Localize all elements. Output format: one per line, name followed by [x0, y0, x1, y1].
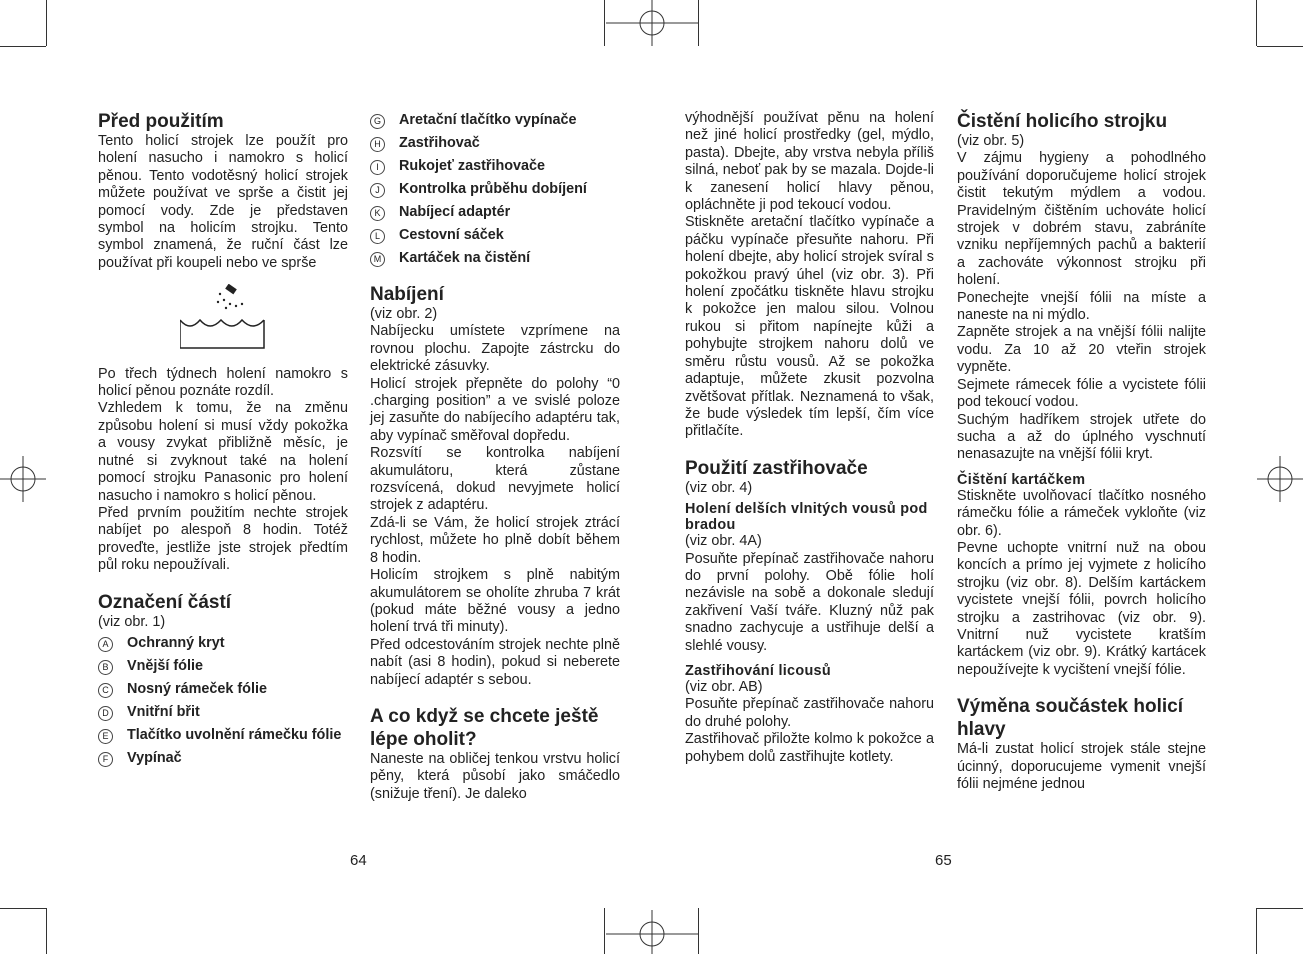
crop-mark: [46, 0, 47, 46]
paragraph: Rozsvítí se kontrolka nabíjení akumulátoru, která zůstane rozsvícená, dokud nevyjmete holicí strojek z adaptéru.: [370, 445, 620, 514]
figure-reference: (viz obr. 1): [98, 613, 166, 630]
heading-parts: Označení částí: [98, 591, 232, 613]
list-item: L Cestovní sáček: [370, 227, 620, 244]
list-item: B Vnější fólie: [98, 658, 348, 675]
crop-mark: [46, 908, 47, 954]
circled-letter-icon: L: [370, 229, 385, 244]
heading-replace-parts: Výměna součástek holicí hlavy: [957, 696, 1183, 741]
paragraph: Pevne uchopte vnitrní nuž na obou koncích a prímo jej vyjmete z holicího strojku (viz obr. 8). Delším kartáckem vycistete vnejší fólii, povrch holicího strojku a zastrihovac (viz obr. 9). Vnitrní nuž vycistete kratším kartáckem (viz obr. 9). Krátký kartácek nepoužívejte k vycištení vnejší fólie.: [957, 539, 1206, 678]
list-item: G Aretační tlačítko vypínače: [370, 112, 620, 129]
paragraph: Má-li zustat holicí strojek stále stejne úcinný, doporucujeme vymenit vnejší fólii nejméne jednou: [957, 741, 1206, 792]
paragraph: Zapněte strojek a na vnější fólii nalijte vodu. Za 10 až 20 vteřin strojek vypněte.: [957, 324, 1206, 376]
paragraph: V zájmu hygieny a pohodlného používání doporučujeme holicí strojek čistit tekutým mýdlem a vodou. Pravidelným čištěním uchováte holicí strojek v dobrém stavu, zabráníte vzniku nepříjemných pachů a bakterií a zachováte výkonnost strojku při holení.: [957, 150, 1206, 289]
paragraph: Vzhledem k tomu, že na změnu způsobu holení si musí vždy pokožka a vousy zvykat přibližně měsíc, je nutné si zvyknout také na holení pomocí strojku Panasonic pro holení nasucho i namokro s holicí pěnou.: [98, 400, 348, 504]
paragraph: Stiskněte aretační tlačítko vypínače a páčku vypínače přesuňte nahoru. Při holení dbejte, aby holicí strojek svíral s pokožkou pravý úhel (viz obr. 3). Při holení zpočátku tiskněte hlavu strojku k pokožce jen malou silou. Volnou rukou si přitom napínejte kůži a pohybujte strojkem nahoru dolů ve směru růstu vousů. Až se pokožka adaptuje, můžete zkusit pozvolna zvětšovat přítlak. Neznamená to však, že bude výsledek tím lepší, čím více přitlačíte.: [685, 214, 934, 440]
crop-mark: [698, 908, 699, 954]
list-item: I Rukojeť zastřihovače: [370, 158, 620, 175]
paragraph: Ponechejte vnejší fólii na míste a naneste na ni mýdlo.: [957, 289, 1206, 324]
page-number-right: 65: [935, 852, 952, 869]
crop-mark: [0, 908, 46, 909]
crop-mark: [604, 0, 605, 46]
circled-letter-icon: F: [98, 752, 113, 767]
paragraph: Zdá-li se Vám, že holicí strojek ztrácí rychlost, můžete ho plně dobít během 8 hodin.: [370, 514, 620, 566]
list-item: C Nosný rámeček fólie: [98, 681, 348, 698]
paragraph: Posuňte přepínač zastřihovače nahoru do druhé polohy.: [685, 696, 934, 730]
circled-letter-icon: J: [370, 183, 385, 198]
paragraph: Tento holicí strojek lze použít pro holení nasucho i namokro s holicí pěnou. Tento vodotěsný holicí strojek můžete používat ve sprše a čistit jej pomocí vody. Zde je představen symbol na holicím strojku. Tento symbol znamená, že ruční část lze používat při koupeli nebo ve sprše: [98, 133, 348, 271]
paragraph: Naneste na obličej tenkou vrstvu holicí pěny, která působí jako smáčedlo (snižuje tření). Je daleko: [370, 750, 620, 802]
heading-cleaning: Čistění holicího strojku: [957, 111, 1168, 132]
circled-letter-icon: E: [98, 729, 113, 744]
parts-list-continued: [370, 112, 620, 267]
paragraph: Sejmete rámecek fólie a vycistete fólii pod tekoucí vodou.: [957, 376, 1206, 411]
crop-mark: [698, 0, 699, 46]
heading-better-shave: A co když se chcete ještě lépe oholit?: [370, 705, 599, 750]
paragraph: Nabíjecku umístete vzprímene na rovnou plochu. Zapojte zástrcku do elektrické zásuvky.: [370, 323, 620, 375]
paragraph: Před odcestováním strojek nechte plně nabít (asi 8 hodin), pokud si neberete nabíjecí adaptér s sebou.: [370, 636, 620, 688]
paragraph: Holicí strojek přepněte do polohy “0 .charging position” a ve svislé poloze jej zasuňte do nabíjecího adaptéru tak, aby vypínač směřoval dopředu.: [370, 375, 620, 444]
list-item: J Kontrolka průběhu dobíjení: [370, 181, 620, 198]
heading-trimmer: Použití zastřihovače: [685, 457, 868, 479]
registration-mark-left: [0, 456, 46, 502]
heading-before-use: Před použitím: [98, 111, 224, 132]
figure-reference: (viz obr. 5): [957, 133, 1025, 149]
paragraph: Zastřihovač přiložte kolmo k pokožce a pohybem dolů zastřihujte kotlety.: [685, 731, 934, 765]
column-3: [685, 110, 934, 766]
list-item: M Kartáček na čistění: [370, 250, 620, 267]
list-item: A Ochranný kryt: [98, 635, 348, 652]
paragraph: výhodnější používat pěnu na holení než jiné holicí prostředky (gel, mýdlo, pasta). Dbejte, aby vrstva nebyla příliš silná, neboť pak by se mazala. Dojde-li k zanesení holicí hlavy pěnou, opláchněte ji pod tekoucí vodou.: [685, 110, 934, 214]
crop-mark: [1257, 908, 1303, 909]
circled-letter-icon: B: [98, 660, 113, 675]
list-item: D Vnitřní břit: [98, 704, 348, 721]
circled-letter-icon: A: [98, 637, 113, 652]
paragraph: Před prvním použitím nechte strojek nabíjet po alespoň 8 hodin. Totéž proveďte, jestliže jste strojek předtím půl roku nepoužívali.: [98, 504, 348, 574]
subheading-brush-cleaning: Čištění kartáčkem: [957, 471, 1086, 488]
paragraph: Holicím strojkem s plně nabitým akumulátorem se oholíte zhruba 7 krát (pokud máte běžné vousy a jedno holení trvá tři minuty).: [370, 567, 620, 636]
paragraph: Posuňte přepínač zastřihovače nahoru do první polohy. Obě fólie holí nezávisle na sobě a dokonale sledují zakřivení Vaší tváře. Kluzný nůž pak snadno zachycuje a ustřihuje delší a slehlé vousy.: [685, 550, 934, 654]
subheading-long-beard: Holení delších vlnitých vousů pod bradou: [685, 501, 928, 534]
column-4: [957, 110, 1206, 793]
shower-bath-icon: [180, 284, 266, 350]
list-item: E Tlačítko uvolnění rámečku fólie: [98, 727, 348, 744]
crop-mark: [604, 908, 605, 954]
paragraph: Po třech týdnech holení namokro s holicí pěnou poznáte rozdíl.: [98, 365, 348, 400]
list-item: K Nabíjecí adaptér: [370, 204, 620, 221]
page-number-left: 64: [350, 852, 367, 869]
parts-list: [98, 635, 348, 767]
column-2: [370, 110, 620, 803]
crop-mark: [1256, 908, 1257, 954]
figure-reference: (viz obr. 4): [685, 479, 753, 496]
figure-reference: (viz obr. AB): [685, 678, 763, 695]
circled-letter-icon: K: [370, 206, 385, 221]
heading-charging: Nabíjení: [370, 284, 444, 305]
circled-letter-icon: C: [98, 683, 113, 698]
figure-reference: (viz obr. 2): [370, 306, 438, 322]
paragraph: Stiskněte uvolňovací tlačítko nosného rámečku fólie a rámeček vykloňte (viz obr. 6).: [957, 487, 1206, 539]
list-item: H Zastřihovač: [370, 135, 620, 152]
subheading-sideburns: Zastřihování licousů: [685, 662, 831, 679]
column-1: [98, 110, 348, 773]
figure-reference: (viz obr. 4A): [685, 533, 762, 550]
registration-mark-bottom: [606, 910, 698, 954]
list-item: F Vypínač: [98, 750, 348, 767]
registration-mark-right: [1257, 456, 1303, 502]
crop-mark: [0, 46, 46, 47]
circled-letter-icon: I: [370, 160, 385, 175]
circled-letter-icon: G: [370, 114, 385, 129]
circled-letter-icon: D: [98, 706, 113, 721]
crop-mark: [1257, 46, 1303, 47]
paragraph: Suchým hadříkem strojek utřete do sucha a až do úplného vyschnutí nenasazujte na vnější fólii kryt.: [957, 411, 1206, 463]
registration-mark-top: [606, 0, 698, 46]
crop-mark: [1256, 0, 1257, 46]
circled-letter-icon: H: [370, 137, 385, 152]
circled-letter-icon: M: [370, 252, 385, 267]
